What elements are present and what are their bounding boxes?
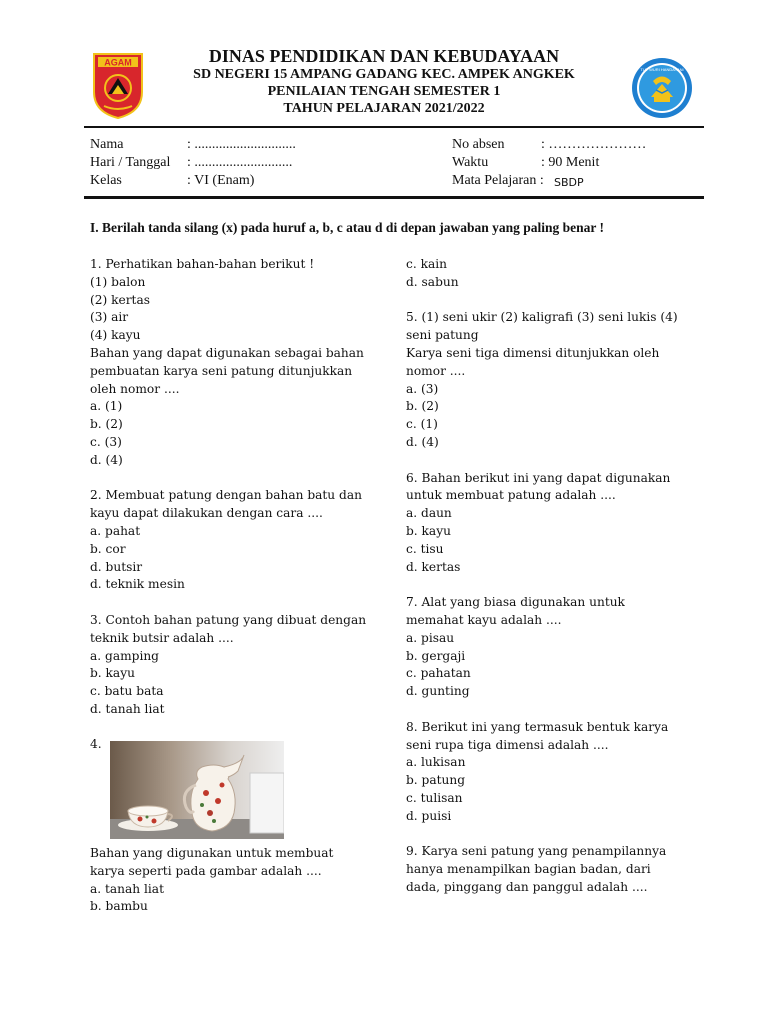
answer-option[interactable]: b. (2) <box>90 417 123 432</box>
question-text: kayu dapat dilakukan dengan cara .... <box>90 506 323 521</box>
tut-wuri-handayani-logo <box>631 57 693 119</box>
answer-option[interactable]: a. pisau <box>406 630 455 645</box>
answer-option[interactable]: a. (3) <box>406 381 439 396</box>
question-6 <box>406 470 678 577</box>
question-5 <box>406 309 678 451</box>
question-2 <box>90 487 360 594</box>
question-text: hanya menampilkan bagian badan, dari <box>406 862 651 877</box>
waktu-label: Waktu <box>452 155 489 170</box>
answer-option[interactable]: d. teknik mesin <box>90 577 185 592</box>
answer-option[interactable]: d. tanah liat <box>90 701 165 716</box>
list-item: (2) kertas <box>90 292 150 307</box>
answer-option[interactable]: b. (2) <box>406 399 439 414</box>
question-text: Bahan yang digunakan untuk membuat <box>90 846 334 860</box>
answer-option[interactable]: b. bambu <box>90 899 148 914</box>
question-7 <box>406 594 678 701</box>
answer-option[interactable]: d. sabun <box>406 274 459 289</box>
answer-option[interactable]: b. kayu <box>90 666 135 681</box>
question-4-continued <box>406 256 678 292</box>
header-line-2: SD NEGERI 15 AMPANG GADANG KEC. AMPEK ANGKEK <box>193 67 575 82</box>
question-text: 8. Berikut ini yang termasuk bentuk karya <box>406 719 669 734</box>
question-9 <box>406 843 678 896</box>
question-text: 5. (1) seni ukir (2) kaligrafi (3) seni lukis (4) <box>406 310 678 325</box>
question-text: memahat kayu adalah .... <box>406 612 562 627</box>
hari-tanggal-label: Hari / Tanggal <box>90 155 171 170</box>
left-column <box>90 256 367 719</box>
waktu-value: : 90 Menit <box>541 155 600 170</box>
answer-option[interactable]: c. tulisan <box>406 790 463 805</box>
info-divider <box>84 196 704 199</box>
nama-field[interactable]: : ............................. <box>187 137 296 152</box>
question-text: seni patung <box>406 328 479 343</box>
question-text: 7. Alat yang biasa digunakan untuk <box>406 595 625 610</box>
list-item: (4) kayu <box>90 328 141 343</box>
question-text: oleh nomor .... <box>90 381 180 396</box>
list-item: (3) air <box>90 310 129 325</box>
answer-option[interactable]: c. kain <box>406 257 447 271</box>
question-text: teknik butsir adalah .... <box>90 630 234 645</box>
mata-pelajaran-value: SBDP <box>554 176 584 189</box>
question-text: Bahan yang dapat digunakan sebagai bahan <box>90 345 364 360</box>
right-column <box>406 256 678 897</box>
question-text: Karya seni tiga dimensi ditunjukkan oleh <box>406 345 660 360</box>
instruction-text: I. Berilah tanda silang (x) pada huruf a, b, c atau d di depan jawaban yang paling benar ! <box>90 220 604 235</box>
answer-option[interactable]: a. daun <box>406 506 452 521</box>
question-text: 1. Perhatikan bahan-bahan berikut ! <box>90 257 315 271</box>
nama-label: Nama <box>90 137 124 152</box>
kelas-label: Kelas <box>90 173 122 188</box>
question-1 <box>90 256 364 470</box>
header-divider <box>84 126 704 128</box>
answer-option[interactable]: c. (3) <box>90 434 122 449</box>
answer-option[interactable]: a. pahat <box>90 523 141 538</box>
header-line-3: PENILAIAN TENGAH SEMESTER 1 <box>267 84 501 99</box>
answer-option[interactable]: d. butsir <box>90 559 143 574</box>
no-absen-field[interactable]: : ………………… <box>541 137 647 152</box>
answer-option[interactable]: a. lukisan <box>406 755 466 770</box>
answer-option[interactable]: d. puisi <box>406 808 452 823</box>
answer-option[interactable]: b. gergaji <box>406 648 466 663</box>
kelas-value: : VI (Enam) <box>187 173 255 188</box>
question-3 <box>90 612 367 719</box>
answer-option[interactable]: a. gamping <box>90 648 159 663</box>
question-text: 9. Karya seni patung yang penampilannya <box>406 844 667 859</box>
question-text: 2. Membuat patung dengan bahan batu dan <box>90 488 362 503</box>
answer-option[interactable]: d. (4) <box>406 434 439 449</box>
question-text: 6. Bahan berikut ini yang dapat digunakan <box>406 470 671 485</box>
list-item: (1) balon <box>90 274 146 289</box>
ceramic-teaset-image <box>110 741 284 839</box>
question-text: 3. Contoh bahan patung yang dibuat dengan <box>90 612 367 627</box>
hari-tanggal-field[interactable]: : ............................ <box>187 155 293 170</box>
answer-option[interactable]: c. tisu <box>406 541 444 556</box>
question-text: untuk membuat patung adalah .... <box>406 488 616 503</box>
question-text: karya seperti pada gambar adalah .... <box>90 863 322 878</box>
mata-pelajaran-label: Mata Pelajaran : <box>452 173 544 188</box>
question-8 <box>406 719 678 826</box>
question-text: pembuatan karya seni patung ditunjukkan <box>90 363 353 378</box>
answer-option[interactable]: b. patung <box>406 773 466 788</box>
answer-option[interactable]: d. (4) <box>90 452 123 467</box>
answer-option[interactable]: b. kayu <box>406 523 451 538</box>
answer-option[interactable]: c. batu bata <box>90 684 164 699</box>
question-text: seni rupa tiga dimensi adalah .... <box>406 737 609 752</box>
question-text: nomor .... <box>406 363 466 378</box>
question-4-number: 4. <box>90 737 102 751</box>
no-absen-label: No absen <box>452 137 505 152</box>
logo-right-text: TUT WURI HANDAYANI <box>640 67 684 72</box>
answer-option[interactable]: c. (1) <box>406 417 438 432</box>
logo-left-text: AGAM <box>104 57 132 68</box>
answer-option[interactable]: c. pahatan <box>406 666 471 681</box>
answer-option[interactable]: b. cor <box>90 541 126 556</box>
question-text: dada, pinggang dan panggul adalah .... <box>406 879 648 894</box>
answer-option[interactable]: a. tanah liat <box>90 881 164 896</box>
question-4 <box>90 845 333 916</box>
header-line-1: DINAS PENDIDIKAN DAN KEBUDAYAAN <box>208 46 560 66</box>
answer-option[interactable]: d. gunting <box>406 684 470 699</box>
header-line-4: TAHUN PELAJARAN 2021/2022 <box>283 101 485 116</box>
answer-option[interactable]: d. kertas <box>406 559 461 574</box>
answer-option[interactable]: a. (1) <box>90 399 123 414</box>
